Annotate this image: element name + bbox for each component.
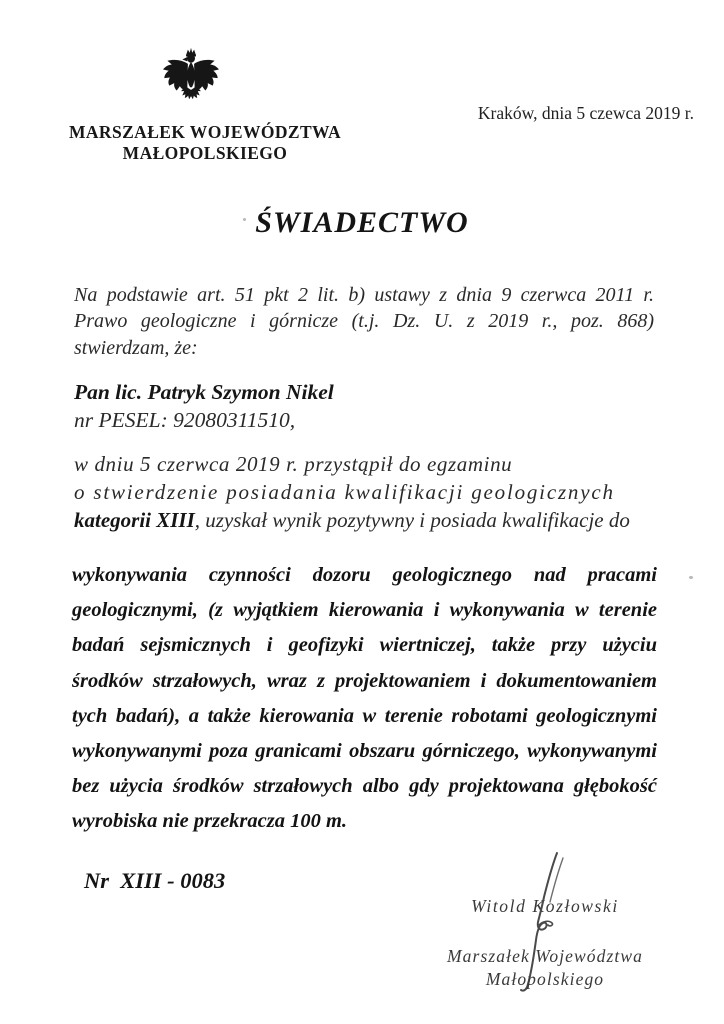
signer-name: Witold Kozłowski: [471, 896, 619, 916]
person-pesel: nr PESEL: 92080311510,: [74, 407, 296, 432]
document-title: ŚWIADECTWO: [255, 206, 469, 239]
signer-role-line-2: Małopolskiego: [485, 969, 605, 989]
signer-role: [420, 945, 670, 991]
signer-role-line-1: Marszałek Województwa: [447, 946, 643, 966]
certificate-number: Nr XIII - 0083: [84, 868, 226, 893]
qualifications-line: wykonywania czynności dozoru geologicznego nad pracami: [72, 564, 657, 586]
exam-category: kategorii XIII: [74, 508, 195, 533]
scan-speck: [243, 218, 246, 221]
qualifications-line: wykonywanymi poza granicami obszaru górniczego, wykonywanymi: [72, 740, 657, 763]
qualifications-line: bez użycia środków strzałowych albo gdy projektowana głębokość: [72, 775, 657, 798]
legal-basis-paragraph: [74, 282, 654, 361]
issuer-line-2: MAŁOPOLSKIEGO: [122, 143, 288, 163]
issuer-heading: [36, 122, 374, 164]
exam-line-2: o stwierdzenie posiadania kwalifikacji geologicznych: [74, 480, 615, 505]
exam-statement: [74, 450, 630, 535]
date-line: Kraków, dnia 5 czewca 2019 r.: [477, 103, 694, 123]
qualifications-line: geologicznymi, (z wyjątkiem kierowania i wykonywania w terenie: [72, 599, 657, 622]
qualifications-line: badań sejsmicznych i geofizyki wiertniczej, także przy użyciu: [72, 634, 657, 657]
exam-line-3: [74, 506, 630, 534]
polish-eagle-emblem: [160, 47, 222, 113]
qualifications-line: tych badań), a także kierowania w terenie robotami geologicznymi: [72, 704, 657, 727]
person-name: Pan lic. Patryk Szymon Nikel: [74, 380, 334, 404]
legal-basis-line: Prawo geologiczne i górnicze (t.j. Dz. U. z 2019 r., poz. 868): [74, 310, 654, 333]
exam-line-1: w dniu 5 czerwca 2019 r. przystąpił do egzaminu: [74, 452, 513, 476]
scan-speck: [689, 576, 693, 579]
qualifications-line: wyrobiska nie przekracza 100 m.: [72, 810, 348, 833]
exam-line-3-rest: , uzyskał wynik pozytywny i posiada kwalifikacje do: [194, 508, 630, 533]
issuer-line-1: MARSZAŁEK WOJEWÓDZTWA: [68, 122, 342, 142]
qualifications-paragraph: [72, 558, 657, 840]
person-block: [74, 379, 334, 434]
legal-basis-line: Na podstawie art. 51 pkt 2 lit. b) ustawy z dnia 9 czerwca 2011 r.: [74, 284, 654, 306]
legal-basis-line: stwierdzam, że:: [74, 336, 198, 359]
qualifications-line: środków strzałowych, wraz z projektowaniem i dokumentowaniem: [72, 669, 657, 692]
